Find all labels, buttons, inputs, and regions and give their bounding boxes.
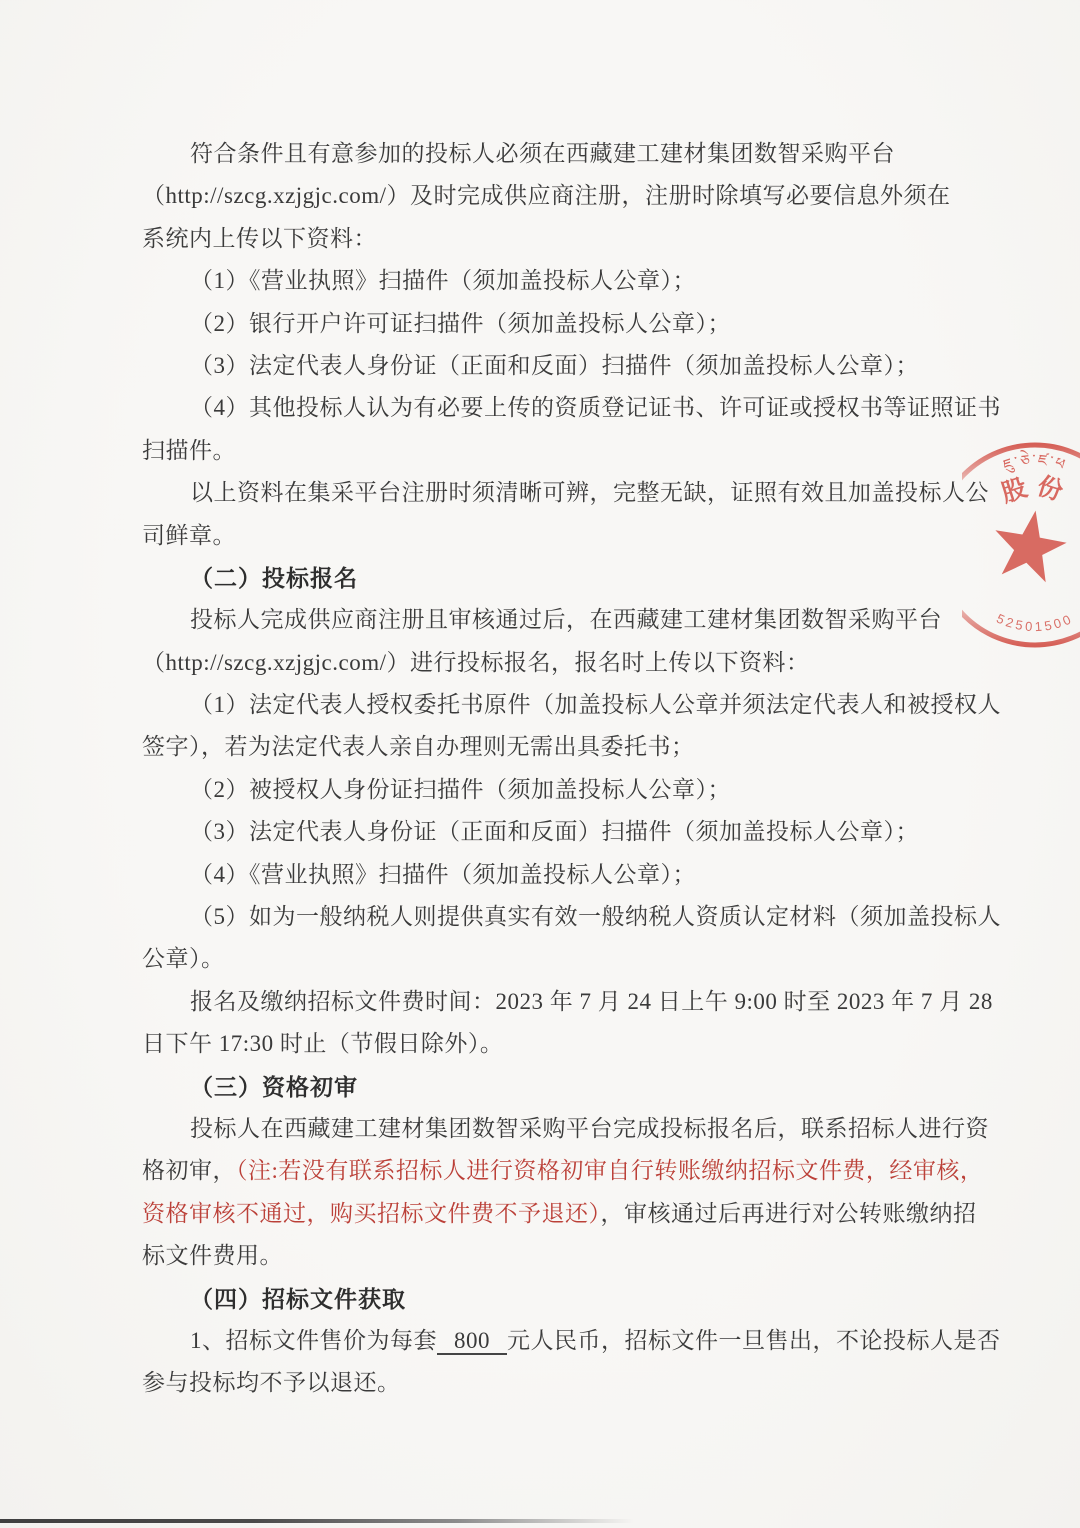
doc-line-item: （2）银行开户许可证扫描件（须加盖投标人公章）；: [190, 310, 731, 336]
doc-line: 公章）。: [142, 946, 225, 972]
seal-tibetan-arc-text: ཇུ་ཅེ་ཛ་ཕ: [1000, 450, 1070, 475]
doc-line-item: （1）法定代表人授权委托书原件（加盖投标人公章并须法定代表人和被授权人: [190, 692, 1001, 718]
tender-doc-price-value: 800: [437, 1328, 507, 1355]
section-heading-tender-document-acquisition: （四）招标文件获取: [190, 1285, 406, 1312]
doc-line: 系统内上传以下资料：: [142, 225, 377, 251]
doc-line-item: （4）《营业执照》扫描件（须加盖投标人公章）；: [190, 861, 696, 887]
doc-line-item: （4）其他投标人认为有必要上传的资质登记证书、许可证或授权书等证照证书: [190, 395, 1001, 421]
doc-line-item: （3）法定代表人身份证（正面和反面）扫描件（须加盖投标人公章）；: [190, 352, 919, 378]
document-page: [142, 133, 1001, 1405]
seal-company-text: 股份: [998, 472, 1072, 508]
doc-line: [142, 1193, 990, 1235]
doc-line: 签字），若为法定代表人亲自办理则无需出具委托书；: [142, 734, 695, 760]
red-note-text: 资格审核不通过，购买招标文件费不予退还）: [142, 1200, 601, 1226]
doc-line-item: （3）法定代表人身份证（正面和反面）扫描件（须加盖投标人公章）；: [190, 819, 919, 845]
doc-line-price: [142, 1320, 1001, 1362]
doc-line: 符合条件且有意参加的投标人必须在西藏建工建材集团数智采购平台: [190, 141, 895, 166]
doc-line: 以上资料在集采平台注册时须清晰可辨，完整无缺，证照有效且加盖投标人公: [190, 480, 989, 506]
star-icon: [995, 511, 1066, 583]
doc-line-item: （5）如为一般纳税人则提供真实有效一般纳税人资质认定材料（须加盖投标人: [190, 904, 1001, 930]
doc-line: 标文件费用。: [142, 1243, 283, 1269]
doc-line: 投标人完成供应商注册且审核通过后，在西藏建工建材集团数智采购平台: [190, 607, 942, 633]
doc-line: 参与投标均不予以退还。: [142, 1370, 401, 1396]
doc-line: [142, 1150, 990, 1192]
section-heading-bid-signup: （二）投标报名: [190, 564, 358, 591]
doc-text: 元人民币，招标文件一旦售出，不论投标人是否: [507, 1327, 1001, 1353]
doc-line: （http://szcg.xzjgjc.com/）及时完成供应商注册，注册时除填写必要信息外须在: [142, 183, 951, 209]
doc-line-signup-deadline: 报名及缴纳招标文件费时间：2023 年 7 月 24 日上午 9:00 时至 2023 年 7 月 28: [190, 988, 993, 1014]
doc-text: 格初审，: [142, 1158, 236, 1184]
doc-line: （http://szcg.xzjgjc.com/）进行投标报名，报名时上传以下资料：: [142, 649, 810, 675]
doc-line: 投标人在西藏建工建材集团数智采购平台完成投标报名后，联系招标人进行资: [190, 1115, 989, 1141]
doc-text: 1、招标文件售价为每套: [190, 1327, 437, 1353]
doc-line: 司鲜章。: [142, 522, 236, 548]
doc-line-item: （2）被授权人身份证扫描件（须加盖投标人公章）；: [190, 776, 731, 802]
doc-line: 扫描件。: [142, 437, 236, 463]
scanner-edge-artifact: [0, 1519, 634, 1523]
doc-line-item: （1）《营业执照》扫描件（须加盖投标人公章）；: [190, 268, 696, 294]
doc-line-signup-deadline: 日下午 17:30 时止（节假日除外）。: [142, 1031, 504, 1057]
seal-serial-number: 52501500: [994, 610, 1076, 635]
section-heading-preliminary-qualification: （三）资格初审: [190, 1073, 358, 1100]
company-seal-stamp: [962, 425, 1080, 665]
doc-text: ，审核通过后再进行对公转账缴纳招: [600, 1200, 977, 1226]
red-note-text: （注:若没有联系招标人进行资格初审自行转账缴纳招标文件费，经审核，: [236, 1158, 984, 1184]
